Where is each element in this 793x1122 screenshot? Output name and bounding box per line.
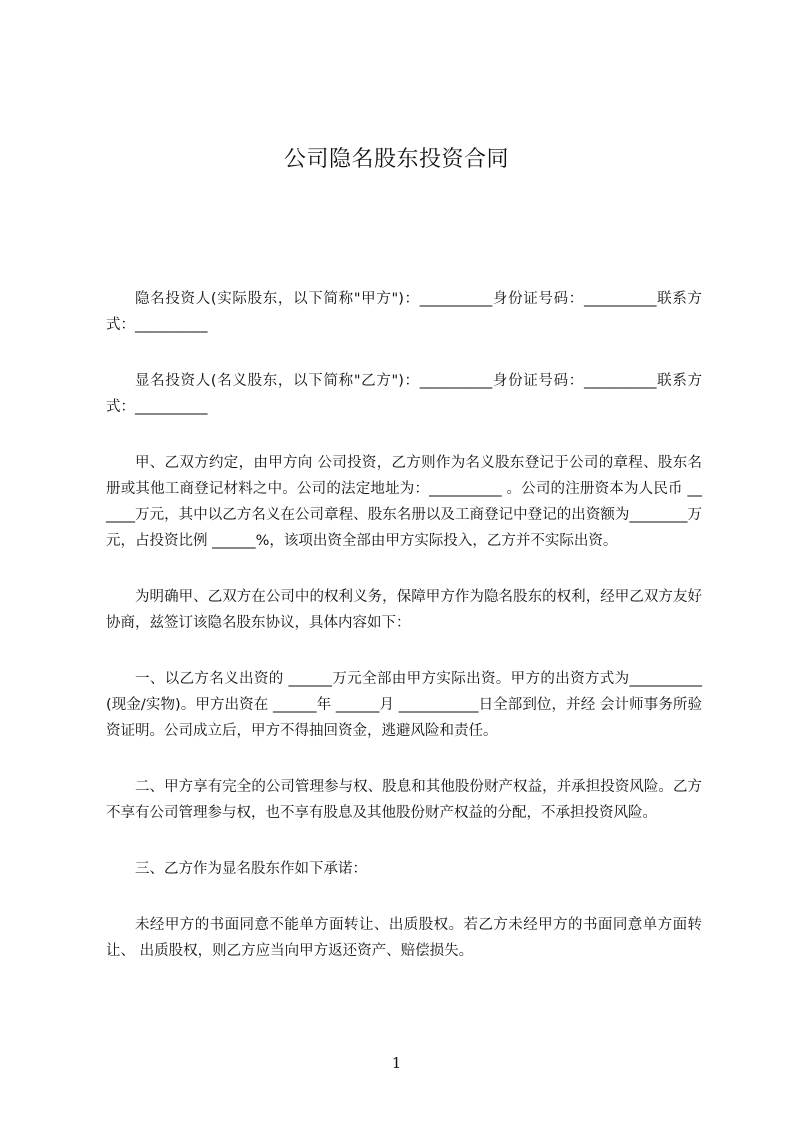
document-body — [106, 286, 702, 994]
page-number: 1 — [391, 1054, 402, 1072]
document-title: 公司隐名股东投资合同 — [283, 147, 509, 172]
clause-two-paragraph: 二、甲方享有完全的公司管理参与权、股息和其他股份财产权益，并承担投资风险。乙方不享有公司管理参与权，也不享有股息及其他股份财产权益的分配，不承担投资风险。 — [106, 779, 702, 821]
clause-one-paragraph: 一、以乙方名义出资的 ______万元全部由甲方实际出资。甲方的出资方式为__________(现金/实物)。甲方出资在 ______年 ______月 ___________日全部到位，并经 会计师事务所验资证明。公司成立后，甲方不得抽回资金，逃避风险和责任。 — [106, 671, 702, 739]
clause-three-heading: 三、乙方作为显名股东作如下承诺： — [135, 861, 367, 877]
party-a-paragraph: 隐名投资人(实际股东，以下简称"甲方")：__________身份证号码：__________联系方式：__________ — [106, 291, 702, 333]
party-b-paragraph: 显名投资人(名义股东，以下简称"乙方")：__________身份证号码：__________联系方式：__________ — [106, 373, 702, 415]
commitment-paragraph: 未经甲方的书面同意不能单方面转让、出质股权。若乙方未经甲方的书面同意单方面转让、 出质股权，则乙方应当向甲方返还资产、赔偿损失。 — [106, 917, 702, 959]
purpose-paragraph: 为明确甲、乙双方在公司中的权利义务，保障甲方作为隐名股东的权利，经甲乙双方友好协商，兹签订该隐名股东协议，具体内容如下： — [106, 589, 702, 631]
agreement-basis-paragraph: 甲、乙双方约定，由甲方向 公司投资，乙方则作为名义股东登记于公司的章程、股东名册或其他工商登记材料之中。公司的法定地址为：__________ 。公司的注册资本为人民币 ______万元，其中以乙方名义在公司章程、股东名册以及工商登记中登记的出资额为________万元，占投资比例 ______%，该项出资全部由甲方实际投入，乙方并不实际出资。 — [106, 455, 702, 549]
